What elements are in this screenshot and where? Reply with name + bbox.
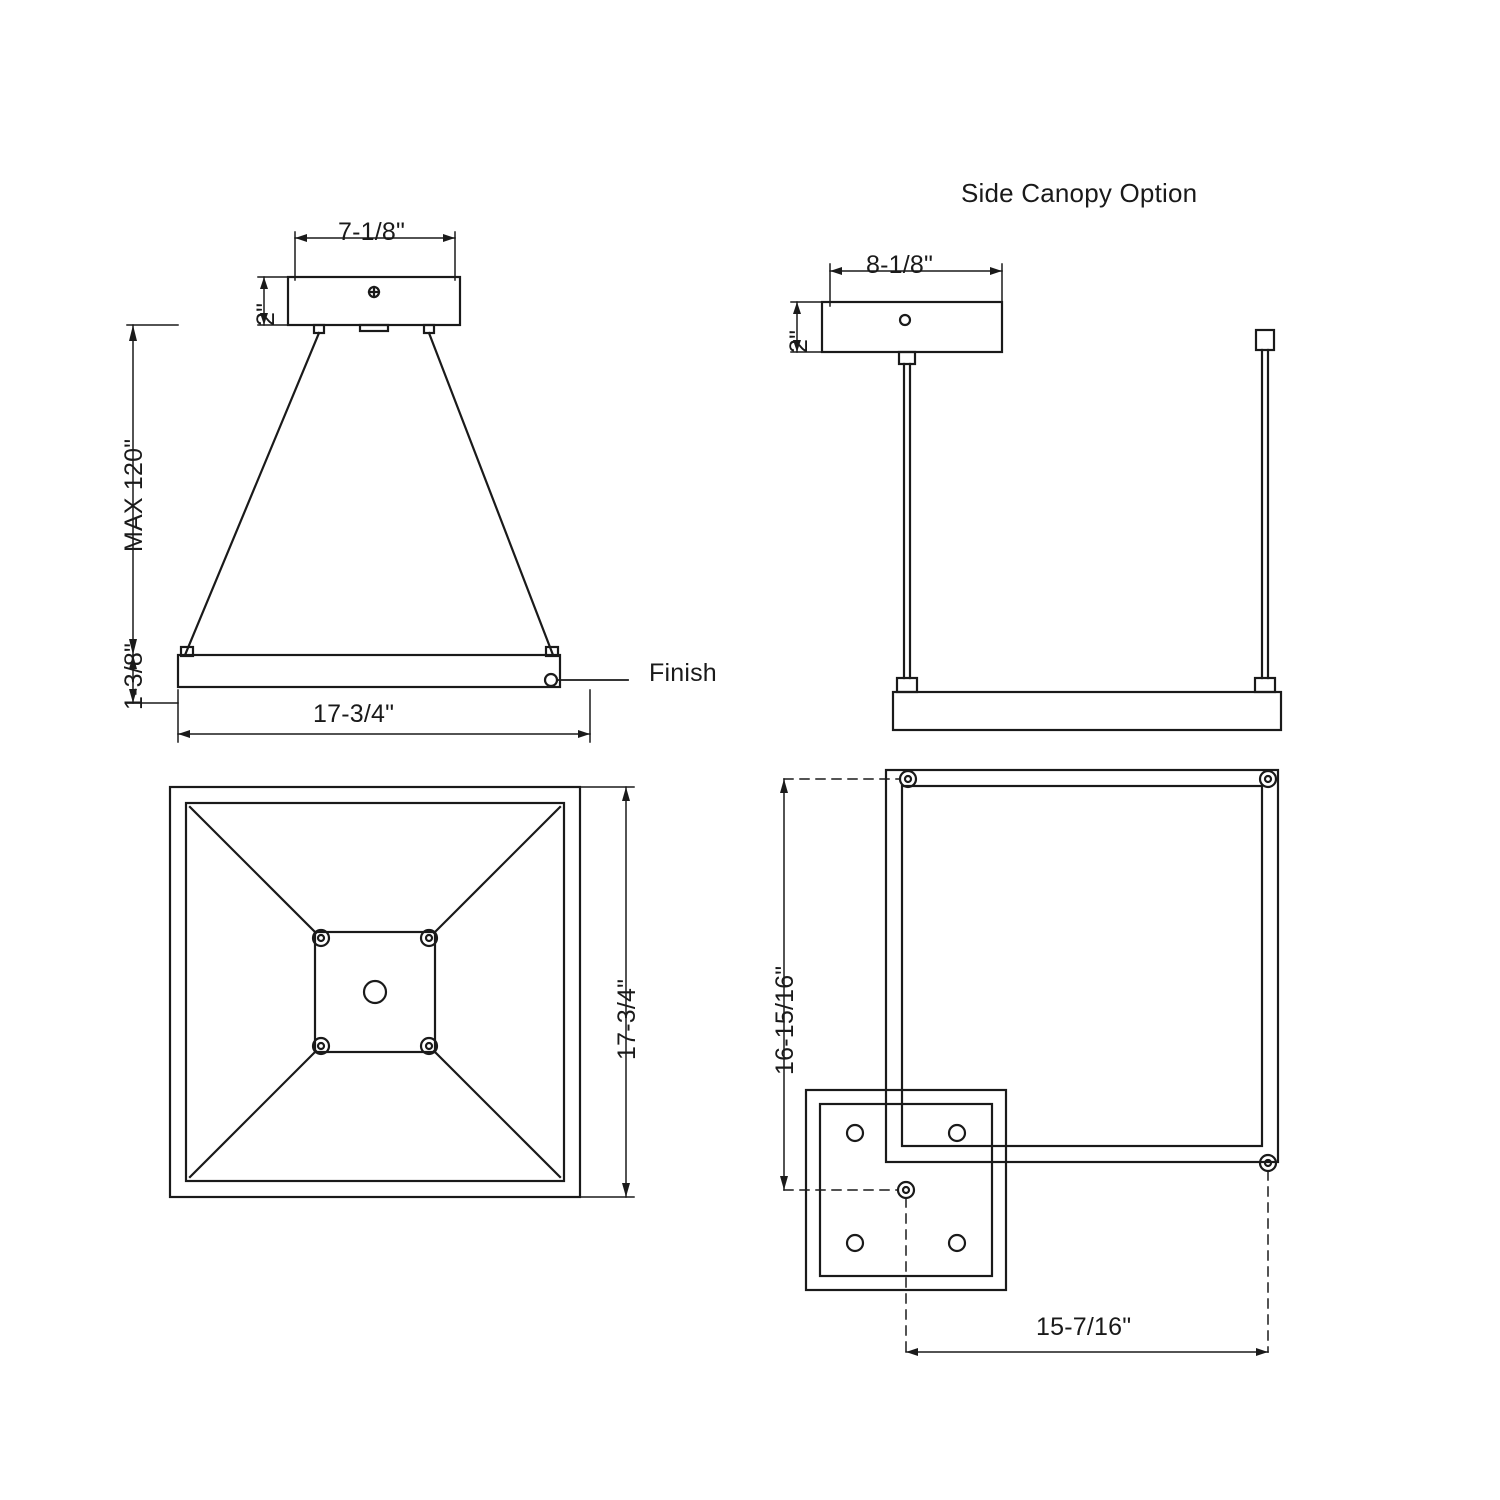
- dim-side-plan-horizontal: 15-7/16": [1036, 1313, 1132, 1341]
- dim-fixture-depth-plan: 17-3/4": [613, 978, 641, 1060]
- dim-max-drop: MAX 120": [120, 438, 148, 552]
- front-elevation-dimensions: [127, 232, 590, 742]
- side-canopy-plan-dimensions: [780, 779, 1268, 1356]
- dim-side-plan-vertical: 16-15/16": [771, 965, 799, 1075]
- side-canopy-option-title: Side Canopy Option: [961, 178, 1198, 208]
- dim-canopy-width-main: 7-1/8": [338, 218, 406, 246]
- side-canopy-plan-geometry: [806, 770, 1278, 1290]
- side-canopy-elevation-geometry: [822, 302, 1281, 730]
- dim-canopy-width-side: 8-1/8": [866, 251, 934, 279]
- finish-callout-label: Finish: [649, 659, 717, 687]
- dim-canopy-height-main: 2": [252, 302, 280, 326]
- dim-fixture-width-front: 17-3/4": [313, 700, 395, 728]
- dim-fixture-body-height: 1-3/8": [120, 642, 148, 710]
- front-elevation-geometry: [178, 277, 628, 687]
- plan-view-geometry: [170, 787, 580, 1197]
- dim-canopy-height-side: 2": [785, 329, 813, 353]
